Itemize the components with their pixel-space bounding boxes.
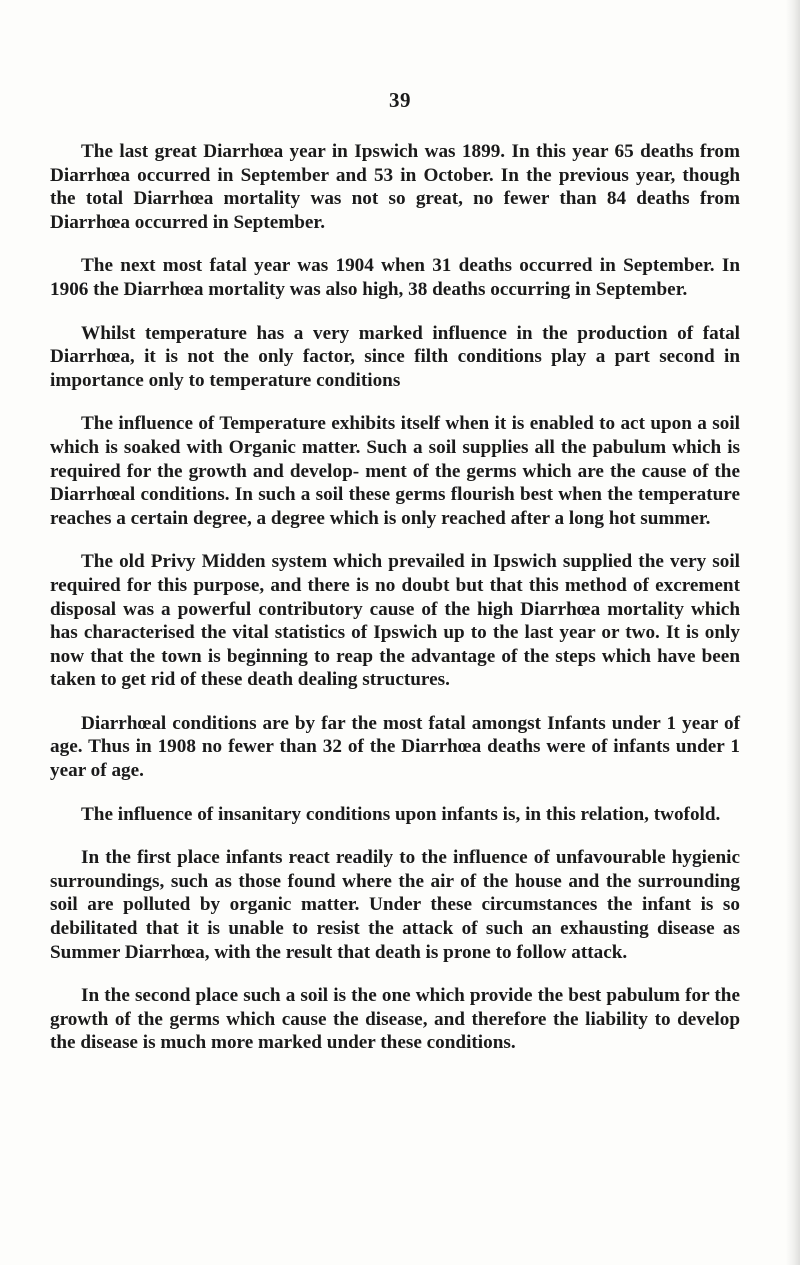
page-edge-shadow	[786, 0, 800, 1265]
paragraph-first-place: In the first place infants react readily to the influence of unfavourable hygienic surroundings, such as those found where the air of the house and the surrounding soil are polluted by organic matter. Under these circumstances the infant is so debilitated that it is unable to resist the attack of such an exhausting disease as Summer Diarrhœa, with the result that death is prone to follow attack.	[50, 847, 740, 963]
page-number: 39	[389, 88, 411, 112]
paragraph-soil-conditions: The influence of Temperature exhibits itself when it is enabled to act upon a soil which is soaked with Organic matter. Such a soil supplies all the pabulum which is required for the growth and develop- ment of the germs which are the cause of the Diarrhœal conditions. In such a soil these germs flourish best when the temperature reaches a certain degree, a degree which is only reached after a long hot summer.	[50, 413, 740, 529]
paragraph-temperature-influence: Whilst temperature has a very marked influence in the production of fatal Diarrhœa, it is not the only factor, since filth conditions play a part second in importance only to temperature conditions	[50, 322, 740, 391]
paragraph-privy-midden: The old Privy Midden system which prevailed in Ipswich supplied the very soil required for this purpose, and there is no doubt but that this method of excrement disposal was a powerful contributory cause of the high Diarrhœa mortality which has characterised the vital statistics of Ipswich up to the last year or two. It is only now that the town is beginning to reap the advantage of the steps which have been taken to get rid of these death dealing structures.	[50, 551, 740, 691]
paragraph-infants-mortality: Diarrhœal conditions are by far the most fatal amongst Infants under 1 year of age. Thus in 1908 no fewer than 32 of the Diarrhœa deaths were of infants under 1 year of age.	[50, 712, 740, 782]
paragraph-diarrhoea-1899: The last great Diarrhœa year in Ipswich was 1899. In this year 65 deaths from Diarrhœa occurred in September and 53 in October. In the previous year, though the total Diarrhœa mortality was not so great, no fewer than 84 deaths from Diarrhœa occurred in September.	[50, 141, 740, 233]
paragraph-twofold-influence: The influence of insanitary conditions upon infants is, in this relation, twofold.	[81, 803, 721, 825]
paragraph-fatal-years: The next most fatal year was 1904 when 31 deaths occurred in September. In 1906 the Diarrhœa mortality was also high, 38 deaths occurring in September.	[50, 255, 740, 300]
paragraph-second-place: In the second place such a soil is the one which provide the best pabulum for the growth of the germs which cause the disease, and therefore the liability to develop the disease is much more marked under these conditions.	[50, 985, 740, 1054]
body-text	[50, 140, 740, 1055]
